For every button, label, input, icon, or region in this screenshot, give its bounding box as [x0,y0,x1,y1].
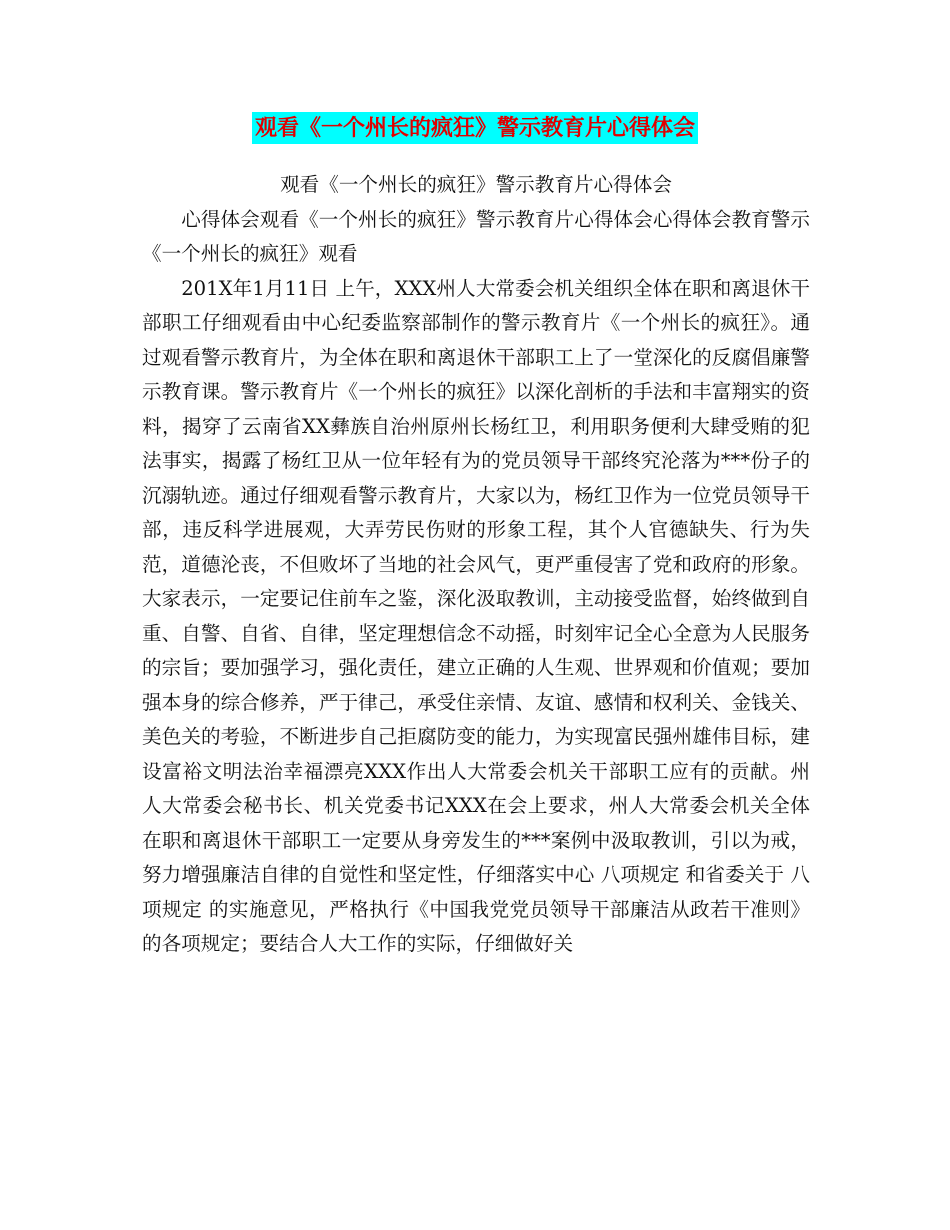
document-body [142,168,810,962]
heading-container [0,112,950,144]
paragraph-keywords: 心得体会观看《一个州长的疯狂》警示教育片心得体会心得体会教育警示《一个州长的疯狂》观看 [142,207,810,265]
document-heading: 观看《一个州长的疯狂》警示教育片心得体会 [252,112,698,144]
paragraph-main: 201X年1月11日 上午，XXX州人大常委会机关组织全体在职和离退休干部职工仔细观看由中心纪委监察部制作的警示教育片《一个州长的疯狂》。通过观看警示教育片，为全体在职和离退休干部职工上了一堂深化的反腐倡廉警示教育课。警示教育片《一个州长的疯狂》以深化剖析的手法和丰富翔实的资料，揭穿了云南省XX彝族自治州原州长杨红卫，利用职务便利大肆受贿的犯法事实，揭露了杨红卫从一位年轻有为的党员领导干部终究沦落为***份子的沉溺轨迹。通过仔细观看警示教育片，大家以为，杨红卫作为一位党员领导干部，违反科学进展观，大弄劳民伤财的形象工程，其个人官德缺失、行为失范，道德沦丧，不但败坏了当地的社会风气，更严重侵害了党和政府的形象。大家表示，一定要记住前车之鉴，深化汲取教训，主动接受监督，始终做到自重、自警、自省、自律，坚定理想信念不动摇，时刻牢记全心全意为人民服务的宗旨；要加强学习，强化责任，建立正确的人生观、世界观和价值观；要加强本身的综合修养，严于律己，承受住亲情、友谊、感情和权利关、金钱关、美色关的考验，不断进步自己拒腐防变的能力，为实现富民强州雄伟目标，建设富裕文明法治幸福漂亮XXX作出人大常委会机关干部职工应有的贡献。州人大常委会秘书长、机关党委书记XXX在会上要求，州人大常委会机关全体在职和离退休干部职工一定要从身旁发生的***案例中汲取教训，引以为戒，努力增强廉洁自律的自觉性和坚定性，仔细落实中心 八项规定 和省委关于 八项规定 的实施意见，严格执行《中国我党党员领导干部廉洁从政若干准则》的各项规定；要结合人大工作的实际，仔细做好关 [142,276,810,955]
document-subtitle: 观看《一个州长的疯狂》警示教育片心得体会 [280,173,672,196]
